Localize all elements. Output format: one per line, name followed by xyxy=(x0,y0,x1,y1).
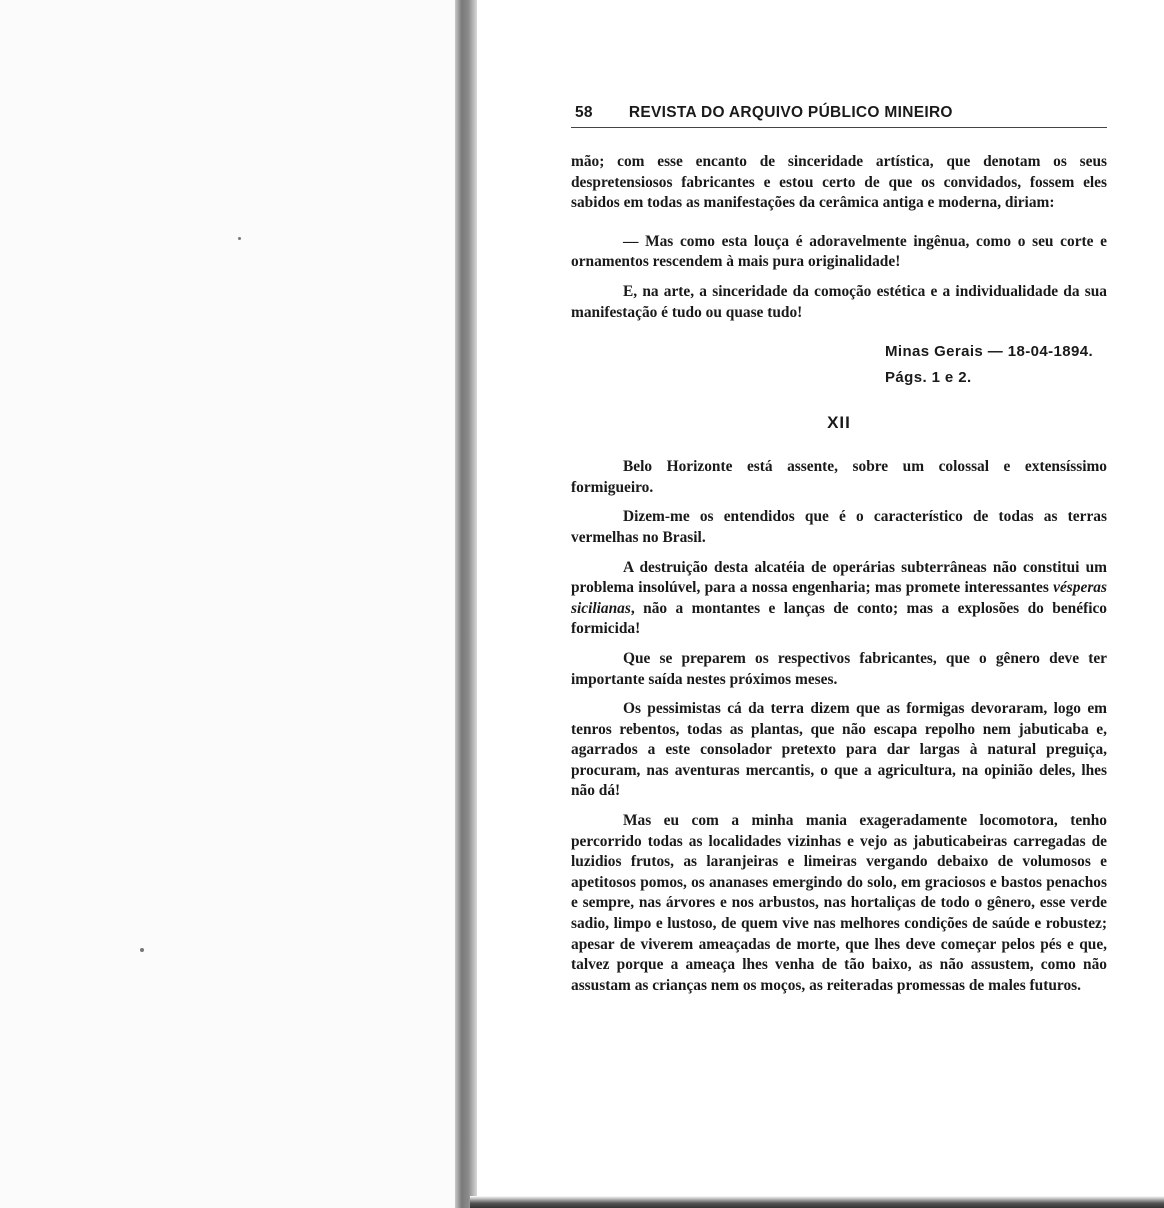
section-heading: XII xyxy=(827,413,851,433)
paragraph: Que se preparem os respectivos fabricantes, que o gênero deve ter importante saída nestes próximos meses. xyxy=(571,649,1107,688)
paragraph: E, na arte, a sinceridade da comoção estética e a individualidade da sua manifestação é tudo ou quase tudo! xyxy=(571,282,1107,321)
paragraph xyxy=(571,558,1107,640)
paragraph: Os pessimistas cá da terra dizem que as formigas devoraram, logo em tenros rebentos, todas as plantas, que não escapa repolho nem jabuticaba e, agarrados a este consolador pretexto para dar largas à natural preguiça, procuram, nas aventuras mercantis, o que a agricultura, na opinião deles, lhes não dá! xyxy=(571,700,1107,800)
paragraph: Belo Horizonte está assente, sobre um colossal e extensíssimo formigueiro. xyxy=(571,458,1107,496)
paragraph: Dizem-me os entendidos que é o característico de todas as terras vermelhas no Brasil. xyxy=(571,508,1107,546)
paragraph: Mas eu com a minha mania exageradamente locomotora, tenho percorrido todas as localidades vizinhas e vejo as jabuticabeiras carregadas de luzidios frutos, as laranjeiras e limeiras vergando debaixo de volumosos e apetitosos pomos, os ananases emergindo do solo, em graciosos e bastos penachos e sempre, nas árvores e nos arbustos, nas hortaliças de todo o gênero, esse verde sadio, limpo e lustoso, de quem vive nas melhores condições de saúde e robustez; apesar de viverem ameaçadas de morte, que lhes deve começar pelos pés e que, talvez porque a ameaça lhes venha de tão baixo, as não assustem, como não assustam as crianças nem os moços, as reiteradas promessas de males futuros. xyxy=(571,812,1107,994)
text-run: , não a montantes e lanças de conto; mas a explosões do benéfico formicida! xyxy=(571,599,1107,638)
page-number: 58 xyxy=(575,104,593,121)
text-run: A destruição desta alcatéia de operárias subterrâneas não constitui um problema insolúvel, para a nossa engenharia; mas promete interessantes xyxy=(571,558,1107,597)
italic-phrase: vésperas sicilianas xyxy=(571,579,1107,617)
source-citation xyxy=(885,339,1107,391)
page-bottom-edge xyxy=(470,1196,1164,1208)
right-page xyxy=(571,104,1107,1005)
left-blank-page xyxy=(0,0,455,1208)
citation-source: Minas Gerais — 18-04-1894. xyxy=(885,343,1094,361)
paragraph: mão; com esse encanto de sinceridade artística, que denotam os seus despretensiosos fabricantes e estou certo de que os convidados, fossem eles sabidos em todas as manifestações da cerâmica antiga e moderna, diriam: xyxy=(571,153,1107,212)
running-head xyxy=(571,104,1107,128)
journal-title: REVISTA DO ARQUIVO PÚBLICO MINEIRO xyxy=(628,104,953,121)
citation-pages: Págs. 1 e 2. xyxy=(885,369,972,387)
paragraph: — Mas como esta louça é adoravelmente ingênua, como o seu corte e ornamentos rescendem à mais pura originalidade! xyxy=(571,232,1107,271)
dust-speck xyxy=(238,237,241,240)
book-spine xyxy=(455,0,477,1208)
dust-speck xyxy=(140,948,144,952)
